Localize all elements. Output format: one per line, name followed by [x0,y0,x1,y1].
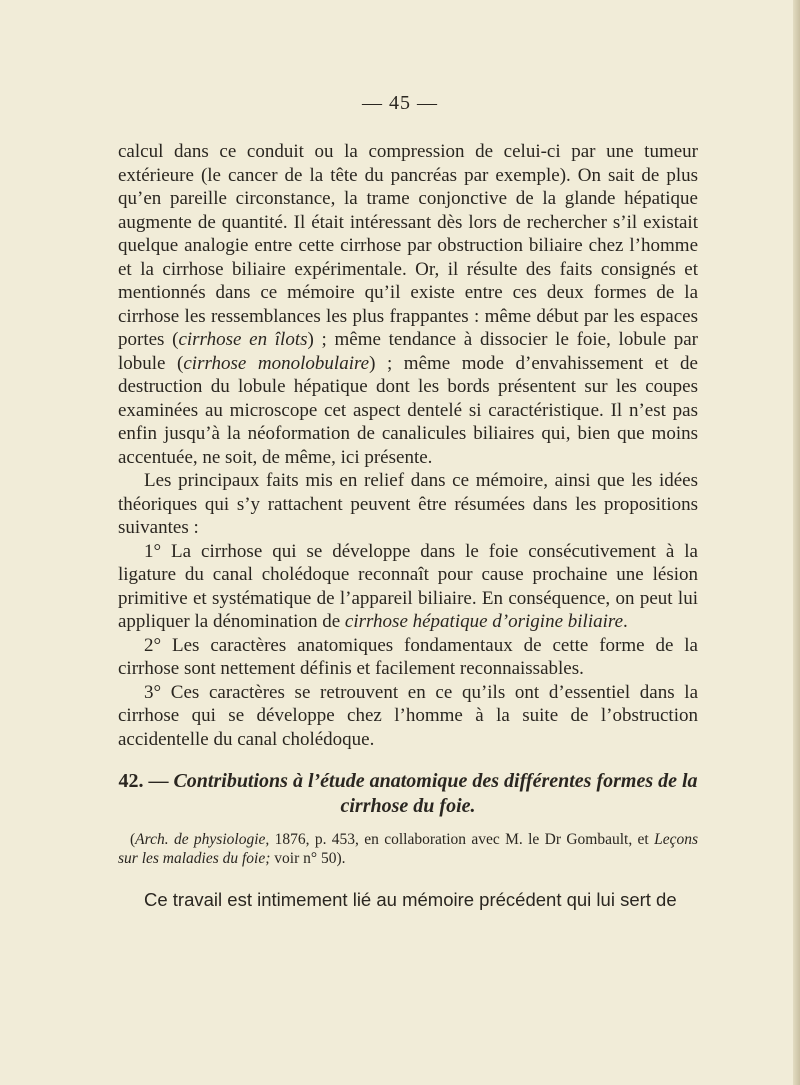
journal-name: Arch. de physiologie, [135,831,270,848]
text-run: . [623,611,628,632]
proposition-1 [118,540,698,634]
italic-term: cirrhose monolobulaire [183,352,370,374]
section-title: Contributions à l’étude anatomique des différentes formes de la cirrhose du foie. [173,770,698,817]
text-run: ( [130,831,136,848]
page-edge [793,0,800,1085]
text-run: voir n° 50). [270,849,346,867]
page-text [118,140,698,912]
paragraph-final: Ce travail est intimement lié au mémoire précédent qui lui sert de [144,889,677,910]
proposition-2: 2° Les caractères anatomiques fondamentaux de cette forme de la cirrhose sont nettement définis et facilement reconnaissables. [118,634,698,679]
page-number: — 45 — [362,92,438,114]
italic-term: cirrhose hépatique d’origine biliaire [344,611,623,632]
text-run: ) ; même tendance à dissocier le foie, lobule par lobule ( [118,329,698,374]
text-run: ) ; même mode d’envahissement et de destruction du lobule hépatique dont les bords présentent sur les coupes examinées au microscope cet aspect dentelé si caractéristique. Il n’est pas enfin jusqu’à la néoformation de canalicules biliaires qui, bien que moins accentuée, ne soit, de même, ici présente. [118,352,698,468]
paragraph-summary-intro: Les principaux faits mis en relief dans ce mémoire, ainsi que les idées théoriques qui s’y rattachent peuvent être résumées dans les propositions suivantes : [118,470,698,538]
section-number: 42. [118,770,144,792]
reference-note [118,831,698,868]
proposition-3: 3° Ces caractères se retrouvent en ce qu’ils ont d’essentiel dans la cirrhose qui se développe chez l’homme à la suite de l’obstruction accidentelle du canal cholédoque. [118,681,698,750]
text-run: 1876, p. 453, en collaboration avec M. le Dr Gombault, et [269,831,655,848]
section-heading [118,769,698,819]
paragraph-continuation [118,140,698,469]
text-run: 1° La cirrhose qui se développe dans le foie consécutivement à la ligature du canal cholédoque reconnaît pour cause prochaine une lésion primitive et systématique de l’appareil biliaire. En conséquence, on peut lui appliquer la dénomination de [118,540,698,632]
text-run: calcul dans ce conduit ou la compression de celui-ci par une tumeur extérieure (le cancer de la tête du pancréas par exemple). On sait de plus qu’en pareille circonstance, la trame conjonctive de la glande hépatique augmente de quantité. Il était intéressant dès lors de rechercher s’il existait quelque analogie entre cette cirrhose par obstruction biliaire chez l’homme et la cirrhose biliaire expérimentale. Or, il résulte des faits consignés et mentionnés dans ce mémoire qu’il existe entre ces deux formes de la cirrhose les ressemblances les plus frappantes : même début par les espaces portes ( [118,141,698,350]
section-dash: — [143,770,174,792]
italic-term: cirrhose en îlots [178,329,308,350]
book-title: Leçons sur les maladies du foie; [118,831,698,867]
